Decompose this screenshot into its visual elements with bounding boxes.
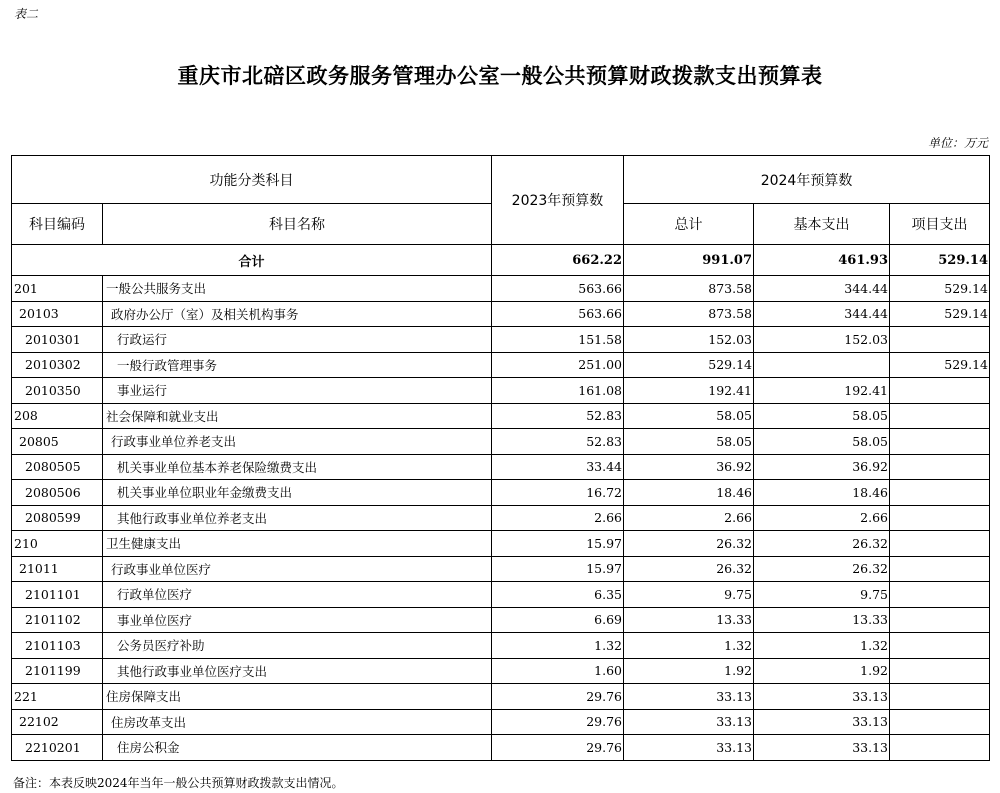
row-project xyxy=(890,658,990,684)
row-code: 2101199 xyxy=(12,658,103,684)
row-b2023: 15.97 xyxy=(492,556,624,582)
row-project xyxy=(890,454,990,480)
row-total: 13.33 xyxy=(624,607,754,633)
row-b2023: 52.83 xyxy=(492,403,624,429)
row-basic: 33.13 xyxy=(754,684,890,710)
footnote: 备注：本表反映2024年当年一般公共预算财政拨款支出情况。 xyxy=(13,776,344,790)
row-name: 一般公共服务支出 xyxy=(103,276,492,302)
header-budget-2024: 2024年预算数 xyxy=(624,156,990,204)
row-b2023: 15.97 xyxy=(492,531,624,557)
row-name: 行政事业单位医疗 xyxy=(103,556,492,582)
row-basic xyxy=(754,352,890,378)
row-total: 58.05 xyxy=(624,403,754,429)
row-project xyxy=(890,684,990,710)
row-b2023: 6.69 xyxy=(492,607,624,633)
row-project xyxy=(890,633,990,659)
row-name: 住房保障支出 xyxy=(103,684,492,710)
row-basic: 26.32 xyxy=(754,556,890,582)
row-total: 33.13 xyxy=(624,709,754,735)
table-row xyxy=(12,633,990,659)
total-b2023: 662.22 xyxy=(492,245,624,276)
row-name: 其他行政事业单位养老支出 xyxy=(103,505,492,531)
row-name: 行政单位医疗 xyxy=(103,582,492,608)
page-title: 重庆市北碚区政务服务管理办公室一般公共预算财政拨款支出预算表 xyxy=(177,63,823,88)
row-code: 210 xyxy=(12,531,103,557)
row-project xyxy=(890,505,990,531)
row-name: 一般行政管理事务 xyxy=(103,352,492,378)
row-basic: 26.32 xyxy=(754,531,890,557)
total-row xyxy=(12,245,990,276)
row-code: 20805 xyxy=(12,429,103,455)
row-code: 21011 xyxy=(12,556,103,582)
row-project xyxy=(890,327,990,353)
table-row xyxy=(12,276,990,302)
unit-label: 单位：万元 xyxy=(927,136,988,150)
table-row xyxy=(12,505,990,531)
table-row xyxy=(12,684,990,710)
row-b2023: 29.76 xyxy=(492,735,624,761)
row-code: 22102 xyxy=(12,709,103,735)
row-total: 152.03 xyxy=(624,327,754,353)
row-basic: 192.41 xyxy=(754,378,890,404)
row-code: 208 xyxy=(12,403,103,429)
table-row xyxy=(12,735,990,761)
row-total: 2.66 xyxy=(624,505,754,531)
row-basic: 1.92 xyxy=(754,658,890,684)
table-row xyxy=(12,607,990,633)
row-project xyxy=(890,531,990,557)
row-b2023: 151.58 xyxy=(492,327,624,353)
row-total: 26.32 xyxy=(624,531,754,557)
row-total: 529.14 xyxy=(624,352,754,378)
row-name: 住房改革支出 xyxy=(103,709,492,735)
row-basic: 58.05 xyxy=(754,403,890,429)
header-budget-2023: 2023年预算数 xyxy=(492,156,624,245)
row-project xyxy=(890,429,990,455)
row-project: 529.14 xyxy=(890,301,990,327)
row-basic: 13.33 xyxy=(754,607,890,633)
row-code: 2080599 xyxy=(12,505,103,531)
row-name: 社会保障和就业支出 xyxy=(103,403,492,429)
table-row xyxy=(12,301,990,327)
row-b2023: 1.60 xyxy=(492,658,624,684)
row-project xyxy=(890,735,990,761)
table-row xyxy=(12,531,990,557)
row-b2023: 16.72 xyxy=(492,480,624,506)
row-total: 873.58 xyxy=(624,276,754,302)
row-total: 9.75 xyxy=(624,582,754,608)
row-b2023: 2.66 xyxy=(492,505,624,531)
row-project xyxy=(890,378,990,404)
row-code: 2101103 xyxy=(12,633,103,659)
row-b2023: 1.32 xyxy=(492,633,624,659)
row-b2023: 29.76 xyxy=(492,709,624,735)
row-b2023: 251.00 xyxy=(492,352,624,378)
row-basic: 58.05 xyxy=(754,429,890,455)
row-b2023: 33.44 xyxy=(492,454,624,480)
row-basic: 36.92 xyxy=(754,454,890,480)
budget-table xyxy=(11,155,990,761)
row-code: 2210201 xyxy=(12,735,103,761)
table-row xyxy=(12,480,990,506)
table-row xyxy=(12,403,990,429)
total-basic: 461.93 xyxy=(754,245,890,276)
row-b2023: 29.76 xyxy=(492,684,624,710)
table-row xyxy=(12,454,990,480)
table-row xyxy=(12,327,990,353)
total-label: 合计 xyxy=(12,245,492,276)
row-name: 住房公积金 xyxy=(103,735,492,761)
row-basic: 344.44 xyxy=(754,301,890,327)
row-b2023: 52.83 xyxy=(492,429,624,455)
table-row xyxy=(12,709,990,735)
row-basic: 9.75 xyxy=(754,582,890,608)
row-name: 行政运行 xyxy=(103,327,492,353)
table-row xyxy=(12,658,990,684)
row-name: 机关事业单位职业年金缴费支出 xyxy=(103,480,492,506)
header-name: 科目名称 xyxy=(103,204,492,245)
row-code: 2010350 xyxy=(12,378,103,404)
row-code: 2080505 xyxy=(12,454,103,480)
row-basic: 33.13 xyxy=(754,709,890,735)
row-name: 事业运行 xyxy=(103,378,492,404)
table-row xyxy=(12,556,990,582)
row-name: 卫生健康支出 xyxy=(103,531,492,557)
row-code: 2010301 xyxy=(12,327,103,353)
row-project xyxy=(890,607,990,633)
row-total: 58.05 xyxy=(624,429,754,455)
row-b2023: 563.66 xyxy=(492,276,624,302)
row-total: 192.41 xyxy=(624,378,754,404)
table-number-label: 表二 xyxy=(14,7,39,21)
table-row xyxy=(12,429,990,455)
row-basic: 18.46 xyxy=(754,480,890,506)
row-project: 529.14 xyxy=(890,352,990,378)
row-total: 1.92 xyxy=(624,658,754,684)
row-name: 其他行政事业单位医疗支出 xyxy=(103,658,492,684)
row-code: 2080506 xyxy=(12,480,103,506)
total-project: 529.14 xyxy=(890,245,990,276)
row-project xyxy=(890,480,990,506)
header-total: 总计 xyxy=(624,204,754,245)
header-project: 项目支出 xyxy=(890,204,990,245)
row-project xyxy=(890,709,990,735)
row-basic: 1.32 xyxy=(754,633,890,659)
header-func-category: 功能分类科目 xyxy=(12,156,492,204)
row-code: 2010302 xyxy=(12,352,103,378)
row-basic: 344.44 xyxy=(754,276,890,302)
row-code: 20103 xyxy=(12,301,103,327)
table-row xyxy=(12,378,990,404)
row-total: 36.92 xyxy=(624,454,754,480)
row-b2023: 6.35 xyxy=(492,582,624,608)
row-basic: 2.66 xyxy=(754,505,890,531)
row-code: 2101101 xyxy=(12,582,103,608)
row-total: 33.13 xyxy=(624,735,754,761)
row-name: 事业单位医疗 xyxy=(103,607,492,633)
row-total: 873.58 xyxy=(624,301,754,327)
header-code: 科目编码 xyxy=(12,204,103,245)
row-b2023: 563.66 xyxy=(492,301,624,327)
row-total: 18.46 xyxy=(624,480,754,506)
total-total: 991.07 xyxy=(624,245,754,276)
row-basic: 152.03 xyxy=(754,327,890,353)
row-name: 行政事业单位养老支出 xyxy=(103,429,492,455)
row-code: 201 xyxy=(12,276,103,302)
row-total: 33.13 xyxy=(624,684,754,710)
row-name: 政府办公厅（室）及相关机构事务 xyxy=(103,301,492,327)
table-row xyxy=(12,352,990,378)
row-project xyxy=(890,582,990,608)
row-total: 1.32 xyxy=(624,633,754,659)
row-project: 529.14 xyxy=(890,276,990,302)
row-basic: 33.13 xyxy=(754,735,890,761)
row-total: 26.32 xyxy=(624,556,754,582)
row-b2023: 161.08 xyxy=(492,378,624,404)
row-project xyxy=(890,556,990,582)
header-basic: 基本支出 xyxy=(754,204,890,245)
row-code: 2101102 xyxy=(12,607,103,633)
row-project xyxy=(890,403,990,429)
row-name: 公务员医疗补助 xyxy=(103,633,492,659)
row-name: 机关事业单位基本养老保险缴费支出 xyxy=(103,454,492,480)
row-code: 221 xyxy=(12,684,103,710)
table-row xyxy=(12,582,990,608)
